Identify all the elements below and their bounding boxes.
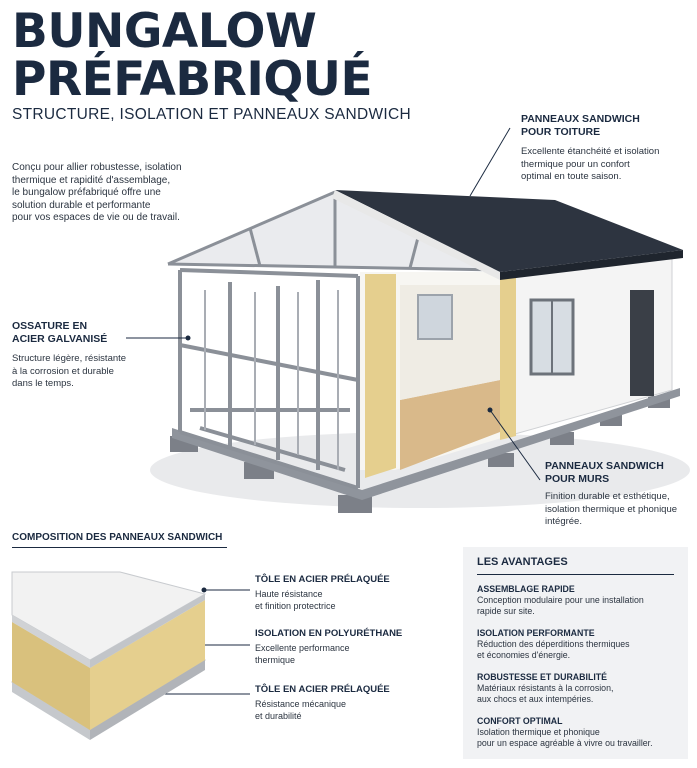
advantage-text bbox=[477, 683, 613, 705]
advantages-title: LES AVANTAGES bbox=[477, 556, 568, 568]
callout-dot-icon bbox=[186, 336, 191, 341]
frame-callout-text bbox=[12, 353, 126, 391]
interior-window bbox=[418, 295, 452, 339]
roof-callout-text-line: optimal en toute saison. bbox=[521, 171, 622, 182]
intro-line: solution durable et performante bbox=[12, 199, 151, 211]
walls-callout-title bbox=[545, 460, 664, 486]
frame-callout-text-line: dans le temps. bbox=[12, 378, 74, 389]
advantage-text-line: et économies d'énergie. bbox=[477, 650, 571, 660]
advantage-text-line: Conception modulaire pour une installation bbox=[477, 595, 644, 605]
layer-text-line: et finition protectrice bbox=[255, 601, 336, 611]
page-subtitle: STRUCTURE, ISOLATION ET PANNEAUX SANDWICH bbox=[12, 106, 411, 123]
layer-text-line: et durabilité bbox=[255, 711, 302, 721]
roof-callout-text bbox=[521, 146, 659, 184]
composition-title: COMPOSITION DES PANNEAUX SANDWICH bbox=[12, 532, 223, 543]
walls-callout-text-line: isolation thermique et phonique bbox=[545, 503, 678, 515]
layer-text-bottom-sheet bbox=[255, 698, 346, 722]
walls-callout-title-line: PANNEAUX SANDWICH bbox=[545, 460, 664, 472]
wall-insulation-cut bbox=[365, 274, 396, 478]
advantage-text bbox=[477, 595, 644, 617]
advantage-text bbox=[477, 727, 653, 749]
layer-text-line: thermique bbox=[255, 655, 296, 665]
advantage-text-line: pour un espace agréable à vivre ou travailler. bbox=[477, 738, 653, 748]
layer-text-line: Haute résistance bbox=[255, 589, 323, 599]
intro-line: pour vos espaces de vie ou de travail. bbox=[12, 212, 180, 223]
advantage-title: ASSEMBLAGE RAPIDE bbox=[477, 584, 575, 594]
intro-line: le bungalow préfabriqué offre une bbox=[12, 187, 161, 198]
frame-callout-title-line: OSSATURE EN bbox=[12, 320, 88, 332]
callout-dot-icon bbox=[488, 408, 493, 413]
frame-callout-title bbox=[12, 320, 107, 346]
layer-title-bottom-sheet: TÔLE EN ACIER PRÉLAQUÉE bbox=[255, 684, 390, 695]
callout-dot-icon bbox=[202, 588, 207, 593]
roof-callout-title-line: PANNEAUX SANDWICH bbox=[521, 113, 640, 125]
frame-callout-title-line: ACIER GALVANISÉ bbox=[12, 333, 108, 345]
layer-text-top-sheet bbox=[255, 588, 336, 612]
advantage-text-line: aux chocs et aux intempéries. bbox=[477, 694, 594, 704]
layer-text-line: Résistance mécanique bbox=[255, 699, 347, 709]
advantage-text bbox=[477, 639, 630, 661]
advantage-text-line: rapide sur site. bbox=[477, 606, 535, 616]
intro-line: Conçu pour allier robustesse, isolation bbox=[12, 162, 182, 173]
advantage-title: ISOLATION PERFORMANTE bbox=[477, 628, 595, 638]
advantages-divider bbox=[477, 574, 674, 575]
composition-divider bbox=[12, 547, 227, 548]
advantage-text-line: Matériaux résistants à la corrosion, bbox=[477, 683, 614, 693]
page-title-line2: PRÉFABRIQUÉ bbox=[12, 52, 373, 107]
advantage-title: CONFORT OPTIMAL bbox=[477, 716, 563, 726]
roof-callout-title bbox=[521, 113, 640, 139]
layer-title-insulation: ISOLATION EN POLYURÉTHANE bbox=[255, 628, 403, 639]
frame-callout-text-line: Structure légère, résistante bbox=[12, 353, 127, 364]
roof-callout-title-line: POUR TOITURE bbox=[521, 126, 601, 138]
layer-text-line: Excellente performance bbox=[255, 643, 350, 653]
advantage-text-line: Isolation thermique et phonique bbox=[477, 727, 600, 737]
advantage-text-line: Réduction des déperditions thermiques bbox=[477, 639, 630, 649]
walls-callout-text bbox=[545, 491, 677, 529]
advantage-title: ROBUSTESSE ET DURABILITÉ bbox=[477, 672, 608, 682]
sandwich-panel-illustration bbox=[12, 572, 205, 740]
wall-insulation-cut-right bbox=[500, 274, 516, 440]
advantages-panel bbox=[463, 547, 688, 759]
walls-callout-title-line: POUR MURS bbox=[545, 473, 610, 485]
walls-callout-text-line: intégrée. bbox=[545, 516, 582, 527]
walls-callout-text-line: Finition durable et esthétique, bbox=[545, 491, 670, 502]
roof-callout-text-line: thermique pour un confort bbox=[521, 158, 630, 170]
intro-line: thermique et rapidité d'assemblage, bbox=[12, 174, 171, 186]
roof-callout-text-line: Excellente étanchéité et isolation bbox=[521, 146, 660, 157]
exterior-door bbox=[630, 290, 654, 396]
frame-callout-text-line: à la corrosion et durable bbox=[12, 365, 114, 377]
layer-title-top-sheet: TÔLE EN ACIER PRÉLAQUÉE bbox=[255, 574, 390, 585]
page-title-line1: BUNGALOW bbox=[12, 4, 317, 59]
layer-text-insulation bbox=[255, 642, 350, 666]
